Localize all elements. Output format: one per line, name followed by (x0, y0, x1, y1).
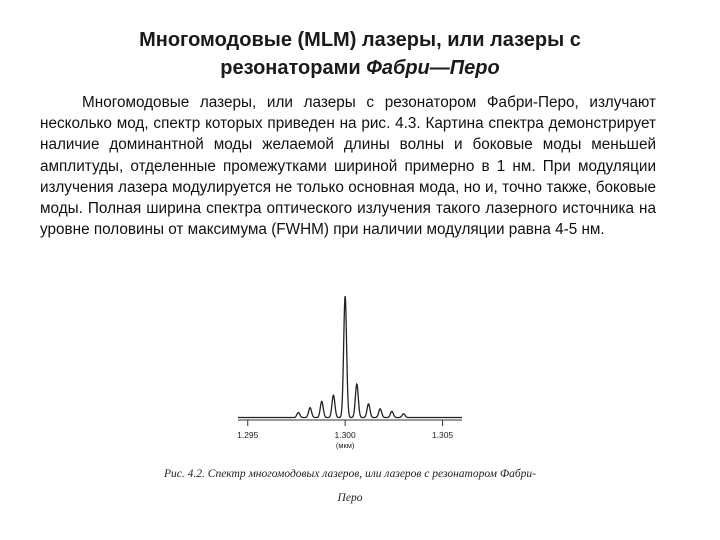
spectrum-trace (238, 296, 462, 417)
x-tick-label-1: 1.300 (334, 430, 356, 440)
x-tick-label-2: 1.305 (431, 430, 454, 440)
caption-line-1: Рис. 4.2. Спектр многомодовых лазеров, или лазеров с резонатором Фабри- (164, 468, 536, 480)
figure-caption (130, 462, 570, 510)
x-axis-label: (мкм) (335, 441, 355, 450)
body-paragraph: Многомодовые лазеры, или лазеры с резонатором Фабри-Перо, излучают несколько мод, спектр которых приведен на рис. 4.3. Картина спектра демонстрирует наличие доминантной моды желаемой длины волны и боковые моды меньшей амплитуды, отделенные промежутками шириной примерно в 1 нм. При модуляции излучения лазера модулируется не только основная мода, но и, точно также, боковые моды. Полная ширина спектра оптического излучения такого лазерного источника на уровне половины от максимума (FWHM) при наличии модуляции равна 4-5 нм. (40, 94, 656, 239)
title-line-1: Многомодовые (MLM) лазеры, или лазеры с (139, 29, 581, 51)
caption-line-2: Перо (337, 492, 363, 504)
title-line-2-italic: Фабри—Перо (366, 57, 500, 79)
title-line-2-plain: резонаторами (220, 57, 367, 79)
x-tick-label-0: 1.295 (237, 430, 259, 440)
